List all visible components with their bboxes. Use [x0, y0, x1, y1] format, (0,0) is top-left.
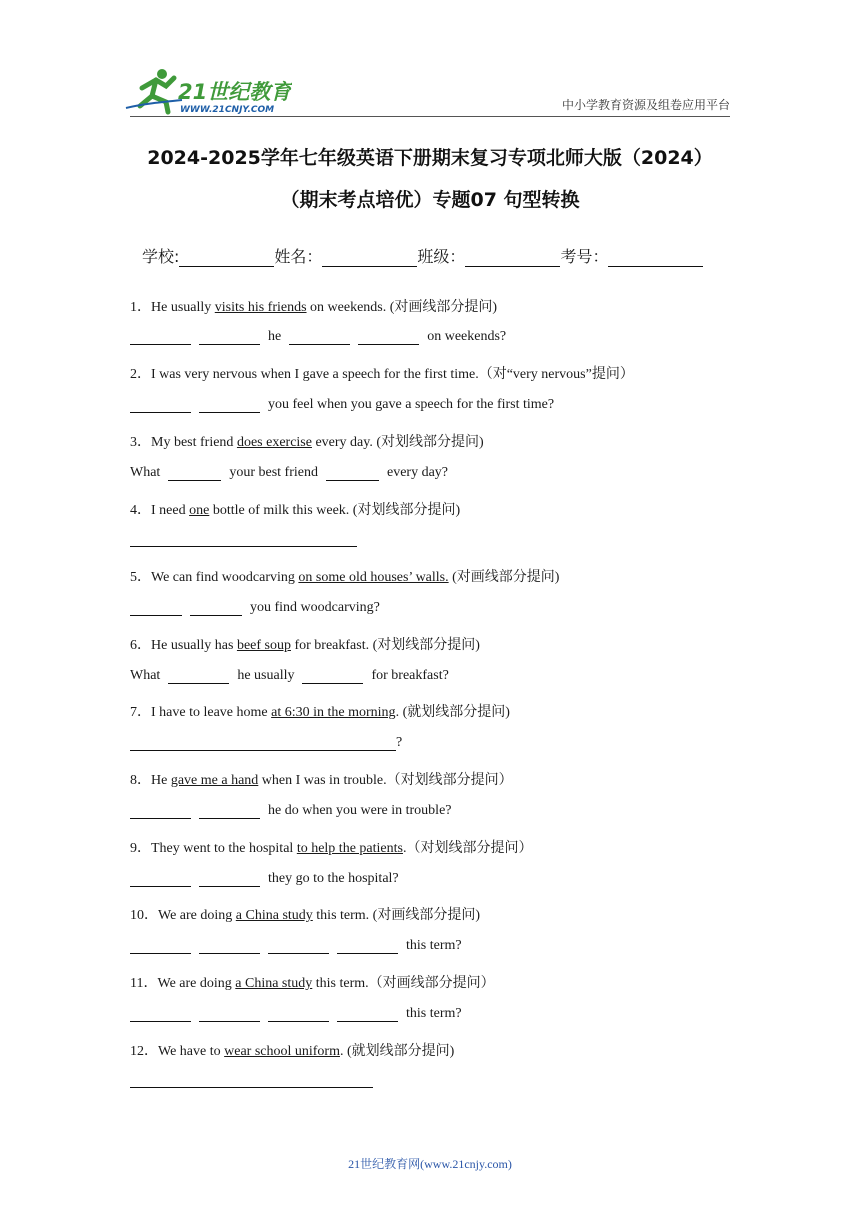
question-text: 9．They went to the hospital	[130, 841, 297, 856]
school-blank[interactable]	[179, 250, 274, 267]
question-instruction: every day. (对划线部分提问)	[311, 435, 484, 450]
question-instruction: this term. (对画线部分提问)	[312, 908, 481, 923]
question-instruction: . (就划线部分提问)	[339, 1044, 455, 1059]
number-blank[interactable]	[608, 250, 703, 267]
answer-text: What	[130, 465, 161, 480]
answer-blank[interactable]	[268, 1007, 329, 1022]
answer-text: he usually	[237, 668, 295, 683]
question-9	[130, 837, 532, 857]
name-label: 姓名：	[274, 247, 323, 266]
answer-text: for breakfast?	[371, 668, 449, 683]
answer-line-1	[130, 329, 506, 345]
answer-blank[interactable]	[199, 804, 260, 819]
answer-text: ?	[396, 735, 403, 750]
footer-source: 21世纪教育网(www.21cnjy.com)	[348, 1157, 512, 1171]
answer-blank[interactable]	[130, 804, 191, 819]
document-subtitle: （期末考点培优）专题07 句型转换	[280, 189, 580, 211]
answer-line-10	[130, 938, 462, 954]
question-text: 5．We can find woodcarving	[130, 570, 299, 585]
answer-blank[interactable]	[337, 939, 398, 954]
name-blank[interactable]	[322, 250, 417, 267]
answer-blank[interactable]	[199, 398, 260, 413]
answer-text: you find woodcarving?	[250, 600, 380, 615]
answer-line-2	[130, 397, 554, 413]
question-1	[130, 296, 497, 316]
answer-blank[interactable]	[337, 1007, 398, 1022]
question-text: 1．He usually	[130, 300, 215, 315]
question-text: 4．I need	[130, 503, 190, 518]
answer-blank[interactable]	[130, 601, 182, 616]
answer-text: every day?	[386, 465, 449, 480]
question-instruction: bottle of milk this week. (对划线部分提问)	[209, 503, 461, 518]
question-6	[130, 634, 480, 654]
question-text: 6．He usually has	[130, 638, 237, 653]
question-instruction: on weekends. (对画线部分提问)	[306, 300, 498, 315]
underlined-part: beef soup	[236, 638, 291, 653]
question-text: 11．We are doing	[130, 976, 236, 991]
question-12	[130, 1040, 454, 1060]
answer-text: this term?	[406, 938, 462, 953]
answer-blank[interactable]	[199, 872, 260, 887]
class-label: 班级：	[417, 247, 466, 266]
answer-blank[interactable]	[268, 939, 329, 954]
underlined-part: a China study	[235, 908, 313, 923]
answer-blank[interactable]	[130, 532, 357, 547]
student-info-line	[142, 244, 703, 267]
answer-blank[interactable]	[130, 939, 191, 954]
answer-blank[interactable]	[130, 330, 191, 345]
question-4	[130, 499, 460, 519]
answer-text: you feel when you gave a speech for the first time?	[268, 397, 555, 412]
answer-line-5	[130, 600, 380, 616]
question-instruction: (对画线部分提问)	[448, 570, 560, 585]
question-text: 8．He	[130, 773, 171, 788]
underlined-part: at 6:30 in the morning	[271, 705, 396, 720]
question-text: 10．We are doing	[130, 908, 236, 923]
question-text: 12．We have to	[130, 1044, 225, 1059]
answer-blank[interactable]	[130, 872, 191, 887]
underlined-part: wear school uniform	[224, 1044, 340, 1059]
underlined-part: visits his friends	[214, 300, 307, 315]
question-text: 2．I was very nervous when I gave a speech for the first time.（对“very nervous”提问）	[130, 367, 634, 382]
question-instruction: for breakfast. (对划线部分提问)	[290, 638, 480, 653]
question-instruction: . (就划线部分提问)	[395, 705, 510, 720]
school-label: 学校:	[142, 247, 180, 266]
question-3	[130, 431, 484, 451]
logo-url-text: WWW.21CNJY.COM	[180, 105, 275, 115]
answer-line-8	[130, 803, 452, 819]
question-8	[130, 769, 513, 789]
answer-line-4	[130, 532, 357, 547]
underlined-part: to help the patients	[296, 841, 403, 856]
document-title: 2024-2025学年七年级英语下册期末复习专项北师大版（2024）	[147, 147, 713, 169]
number-label: 考号：	[560, 247, 609, 266]
answer-blank[interactable]	[168, 669, 229, 684]
answer-text: he	[268, 329, 282, 344]
answer-blank[interactable]	[326, 466, 379, 481]
answer-text: What	[130, 668, 161, 683]
answer-blank[interactable]	[358, 330, 419, 345]
answer-blank[interactable]	[130, 736, 396, 751]
question-text: 3．My best friend	[130, 435, 237, 450]
answer-blank[interactable]	[289, 330, 350, 345]
answer-blank[interactable]	[130, 1007, 191, 1022]
underlined-part: one	[189, 503, 210, 518]
answer-blank[interactable]	[199, 1007, 260, 1022]
underlined-part: gave me a hand	[170, 773, 259, 788]
question-text: 7．I have to leave home	[130, 705, 272, 720]
answer-line-7	[130, 735, 402, 751]
logo-text: 21世纪教育	[178, 80, 292, 104]
brand-logo	[122, 66, 292, 116]
answer-blank[interactable]	[190, 601, 242, 616]
answer-text: they go to the hospital?	[268, 871, 399, 886]
answer-text: your best friend	[229, 465, 318, 480]
question-5	[130, 566, 559, 586]
answer-blank[interactable]	[199, 330, 260, 345]
underlined-part: does exercise	[236, 435, 312, 450]
answer-blank[interactable]	[199, 939, 260, 954]
underlined-part: on some old houses’ walls.	[298, 570, 449, 585]
answer-line-3	[130, 465, 448, 481]
answer-blank[interactable]	[130, 398, 191, 413]
answer-blank[interactable]	[168, 466, 221, 481]
question-11	[130, 972, 495, 992]
question-2	[130, 363, 634, 383]
question-10	[130, 904, 480, 924]
answer-line-9	[130, 871, 399, 887]
header-divider	[130, 116, 730, 117]
answer-text: on weekends?	[427, 329, 507, 344]
answer-blank[interactable]	[130, 1073, 373, 1088]
question-7	[130, 701, 510, 721]
answer-text: this term?	[406, 1006, 462, 1021]
question-instruction: this term.（对画线部分提问）	[312, 976, 495, 991]
platform-name: 中小学教育资源及组卷应用平台	[561, 98, 730, 112]
underlined-part: a China study	[235, 976, 313, 991]
answer-line-12	[130, 1073, 373, 1088]
answer-line-6	[130, 668, 449, 684]
answer-blank[interactable]	[302, 669, 363, 684]
class-blank[interactable]	[465, 250, 560, 267]
question-instruction: .（对划线部分提问）	[402, 841, 533, 856]
answer-text: he do when you were in trouble?	[268, 803, 452, 818]
answer-line-11	[130, 1006, 462, 1022]
question-instruction: when I was in trouble.（对划线部分提问）	[258, 773, 513, 788]
